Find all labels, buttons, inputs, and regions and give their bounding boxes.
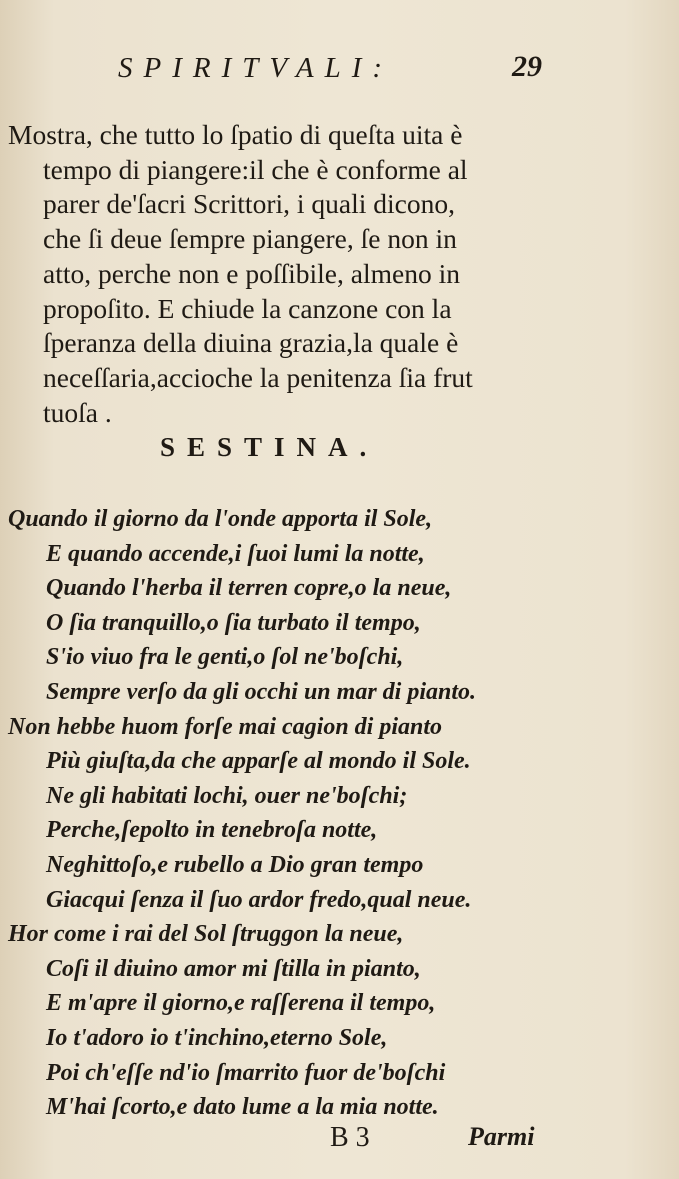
verse-line: O ſia tranquillo,o ſia turbato il tempo, bbox=[46, 609, 421, 636]
verse-line: Io t'adoro io t'inchino,eterno Sole, bbox=[46, 1024, 388, 1051]
section-title: SESTINA. bbox=[160, 432, 379, 462]
running-title: SPIRITVALI: bbox=[118, 52, 394, 84]
verse-line: Più giuſta,da che apparſe al mondo il Sole. bbox=[46, 748, 471, 775]
prose-line: propoſito. E chiude la canzone con la bbox=[43, 292, 452, 324]
prose-line: Mostra, che tutto lo ſpatio di queſta uita è bbox=[8, 119, 463, 150]
verse-line: S'io viuo fra le genti,o ſol ne'boſchi, bbox=[46, 644, 404, 671]
prose-paragraph bbox=[8, 118, 598, 430]
verse-line: Coſi il diuino amor mi ſtilla in pianto, bbox=[46, 955, 421, 982]
verse-line: Ne gli habitati lochi, ouer ne'boſchi; bbox=[46, 782, 408, 809]
verse-line: Poi ch'eſſe nd'io ſmarrito fuor de'boſchi bbox=[46, 1059, 446, 1086]
verse-line: Non hebbe huom forſe mai cagion di pianto bbox=[8, 713, 443, 740]
verse-line: Sempre verſo da gli occhi un mar di pianto. bbox=[46, 678, 477, 705]
verse-line: Quando l'herba il terren copre,o la neue, bbox=[46, 575, 452, 602]
sestina-poem bbox=[8, 502, 598, 1125]
verse-line: Neghittoſo,e rubello a Dio gran tempo bbox=[46, 851, 424, 878]
verse-line: Quando il giorno da l'onde apporta il Sole, bbox=[8, 506, 433, 532]
verse-line: Giacqui ſenza il ſuo ardor fredo,qual neue. bbox=[46, 886, 472, 913]
verse-line: Hor come i rai del Sol ſtruggon la neue, bbox=[8, 921, 404, 948]
verse-line: E m'apre il giorno,e raſſerena il tempo, bbox=[46, 990, 436, 1017]
prose-line: atto, perche non e poſſibile, almeno in bbox=[43, 257, 460, 289]
prose-line: ſperanza della diuina grazia,la quale è bbox=[43, 327, 459, 359]
verse-line: Perche,ſepolto in tenebroſa notte, bbox=[46, 817, 378, 844]
prose-line: parer de'ſacri Scrittori, i quali dicono, bbox=[43, 188, 455, 220]
prose-line: che ſi deue ſempre piangere, ſe non in bbox=[43, 223, 457, 255]
page-number: 29 bbox=[512, 50, 542, 83]
prose-line: neceſſaria,accioche la penitenza ſia frut bbox=[43, 361, 473, 393]
catchword: Parmi bbox=[468, 1122, 535, 1151]
verse-line: E quando accende,i ſuoi lumi la notte, bbox=[46, 540, 425, 567]
verse-line: M'hai ſcorto,e dato lume a la mia notte. bbox=[46, 1094, 439, 1121]
prose-line: tempo di piangere:il che è conforme al bbox=[43, 153, 468, 185]
prose-line: tuoſa . bbox=[43, 396, 112, 428]
signature-mark: B 3 bbox=[330, 1122, 370, 1153]
